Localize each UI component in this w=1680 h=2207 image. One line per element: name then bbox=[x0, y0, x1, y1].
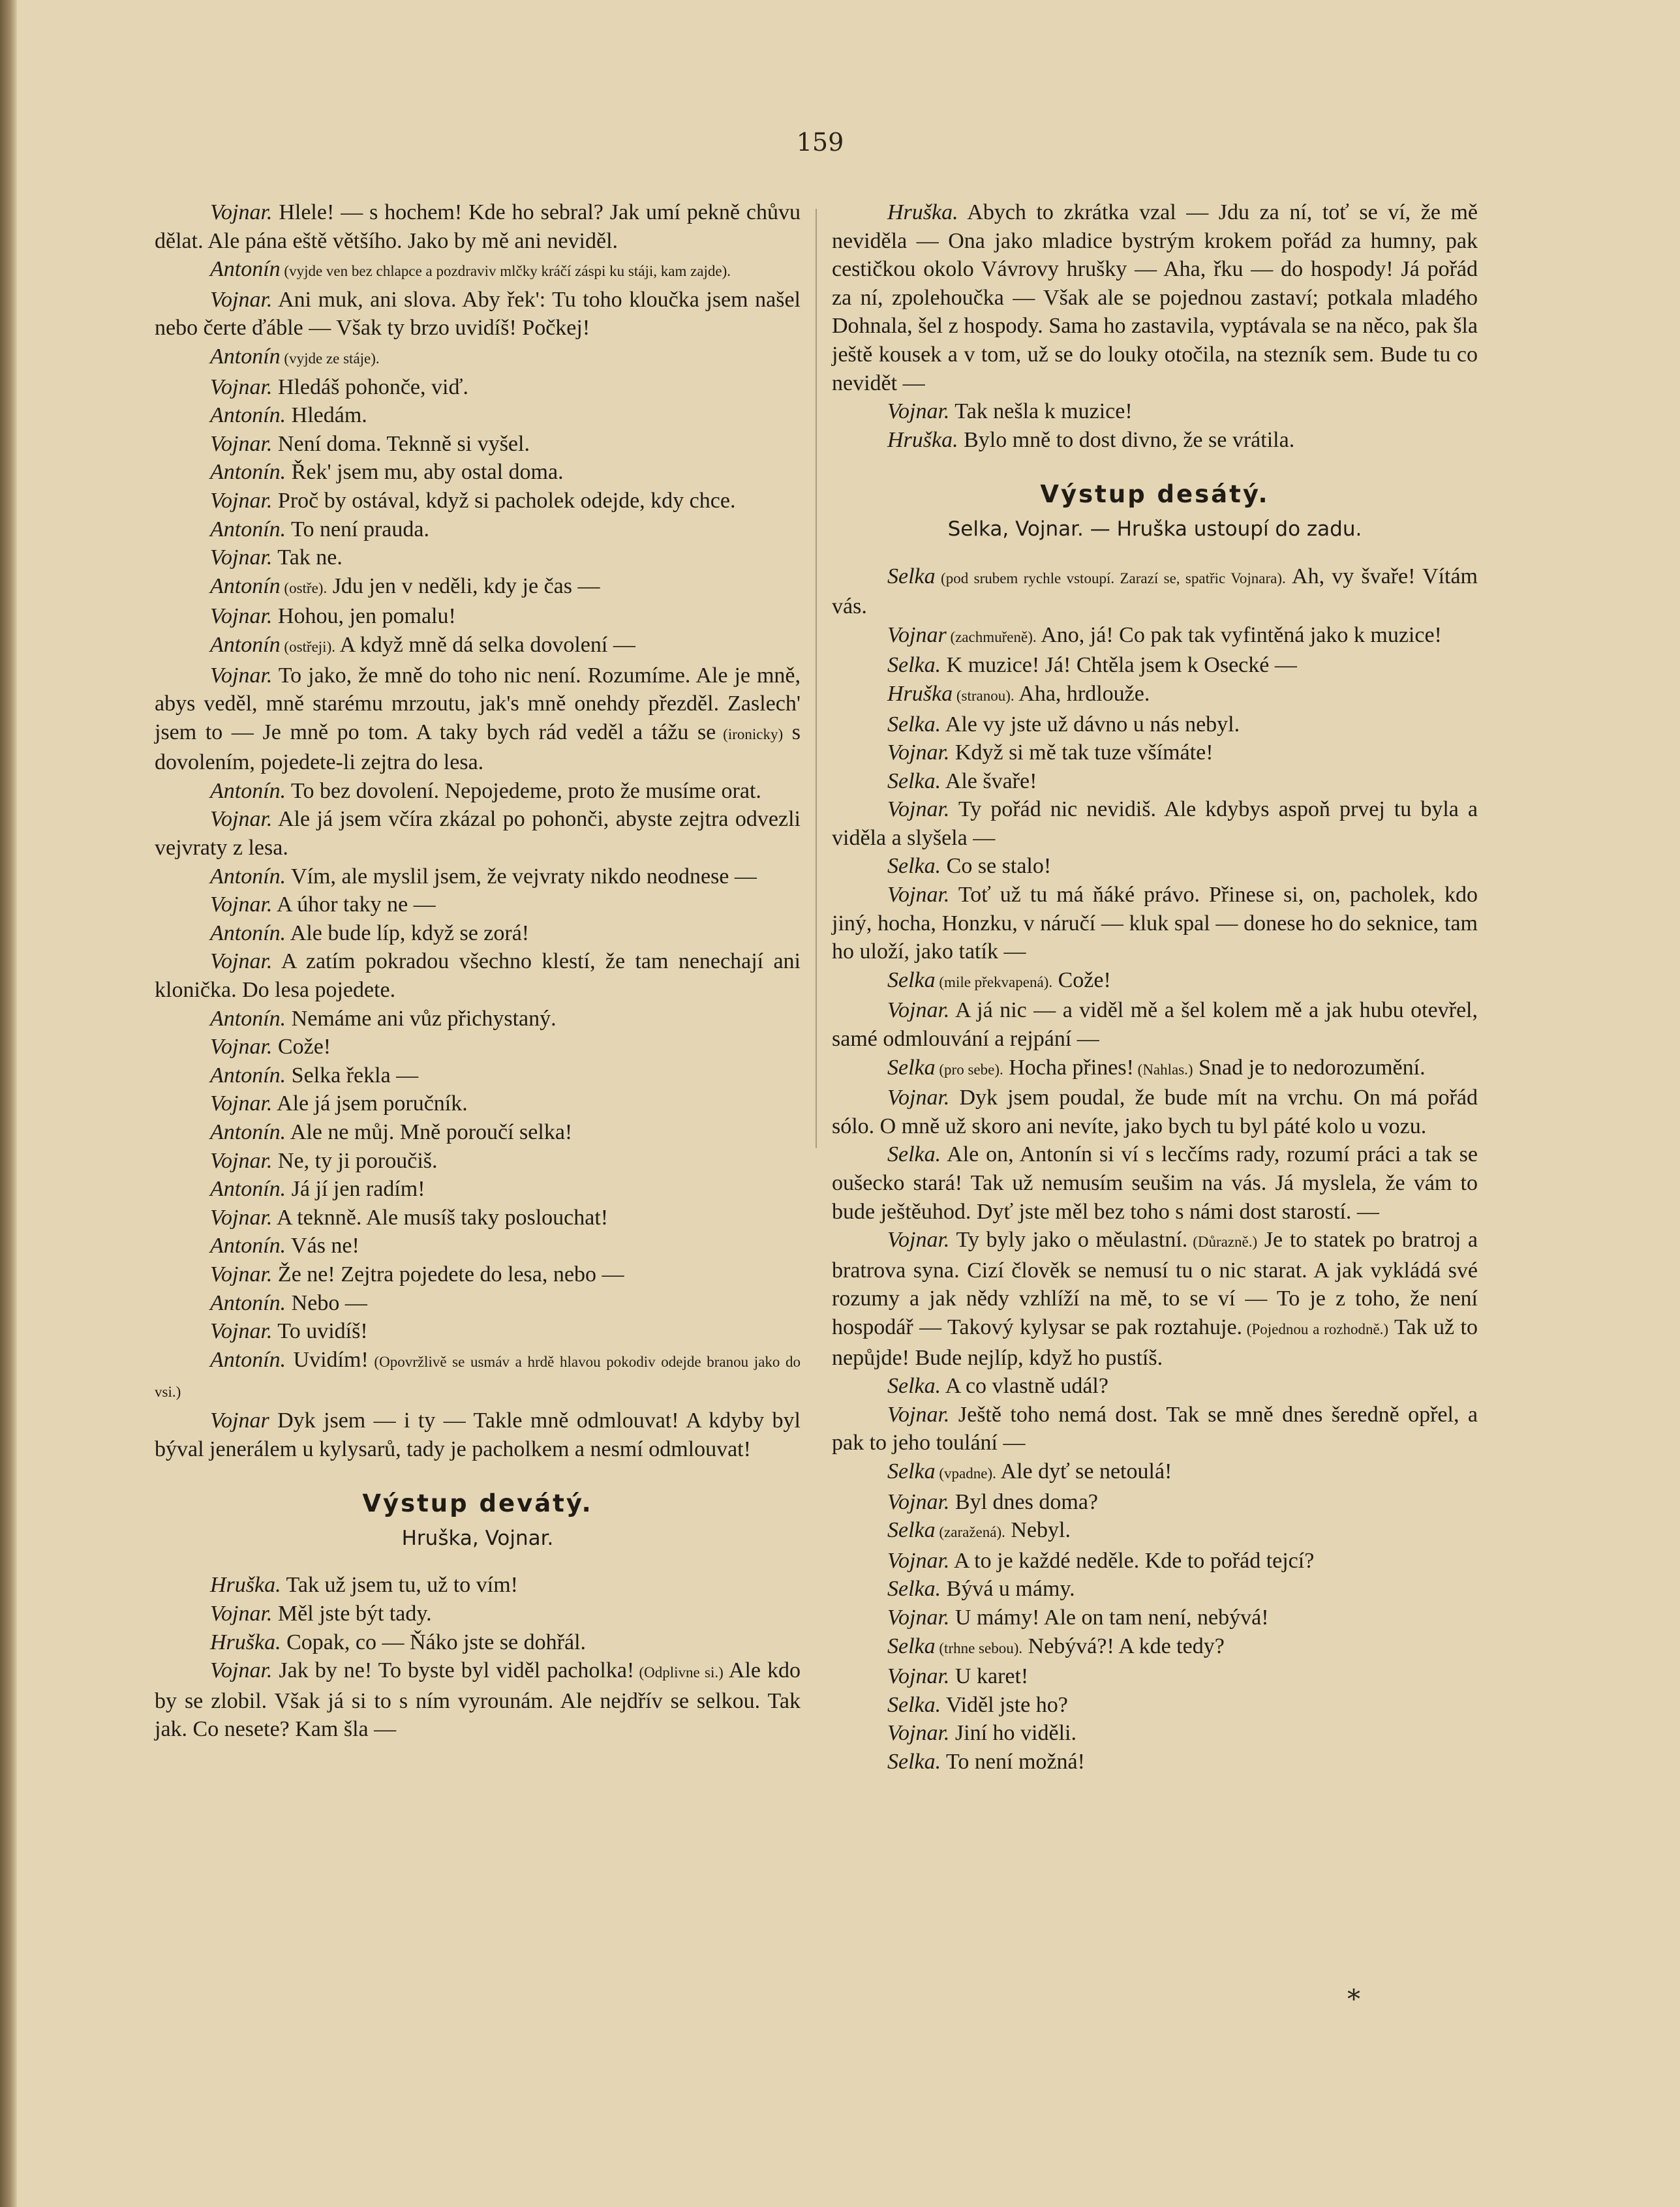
stage-direction: (zaražená). bbox=[935, 1524, 1005, 1541]
line-text: Hlele! — s hochem! Kde ho sebral? Jak umí pekně chůvu dělat. Ale pána eště většího. Jako by mě ani neviděl. bbox=[155, 200, 801, 253]
line-text: Ty pořád nic nevidiš. Ale kdybys aspoň prvej tu byla a viděla a slyšela — bbox=[832, 797, 1478, 850]
dialogue-line bbox=[832, 621, 1478, 652]
dialogue-line bbox=[155, 890, 801, 919]
line-text: Dyk jsem poudal, že bude mít na vrchu. On má pořád sólo. O mně už skoro ani nevíte, jako bych tu byl páté kolo u vozu. bbox=[832, 1086, 1478, 1138]
stage-direction: (stranou). bbox=[953, 687, 1015, 704]
speaker-name: Vojnar. bbox=[210, 1148, 273, 1173]
line-text: A když mně dá selka dovolení — bbox=[335, 632, 635, 657]
line-text: Já jí jen radím! bbox=[286, 1177, 425, 1202]
line-text: Hledám. bbox=[286, 403, 367, 428]
dialogue-line bbox=[832, 881, 1478, 966]
line-text: Ale dyť se netoulá! bbox=[996, 1459, 1172, 1484]
dialogue-line bbox=[832, 1140, 1478, 1226]
line-text: Ale švaře! bbox=[941, 769, 1037, 793]
line-text: Vás ne! bbox=[286, 1234, 359, 1258]
dialogue-line bbox=[832, 1084, 1478, 1140]
stage-direction: (ostřeji). bbox=[280, 638, 335, 655]
speaker-name: Vojnar bbox=[210, 1408, 269, 1433]
line-text: s dovolením, pojedete-li zejtra do lesa. bbox=[155, 720, 801, 775]
scene-9-cast: Hruška, Vojnar. bbox=[401, 1526, 554, 1550]
line-text: Co se stalo! bbox=[941, 854, 1052, 879]
dialogue-line bbox=[832, 1719, 1478, 1748]
stage-direction: (Pojednou a rozhodně.) bbox=[1242, 1320, 1389, 1337]
dialogue-line bbox=[832, 397, 1478, 426]
speaker-name: Selka bbox=[887, 967, 936, 992]
line-text: Viděl jste ho? bbox=[941, 1692, 1068, 1717]
speaker-name: Antonín. bbox=[210, 517, 286, 541]
line-text: To jako, že mně do toho nic není. Rozumíme. Ale je mně, abys veděl, mně starému mrzoutu, jak's mně onehdy přezděl. Zaslech' jsem to — Je mně po tom. A taky bych rád veděl a tážu se bbox=[155, 663, 801, 744]
speaker-name: Selka. bbox=[887, 769, 941, 793]
speaker-name: Vojnar. bbox=[210, 431, 273, 456]
dialogue-line bbox=[155, 515, 801, 544]
stage-direction: (Důrazně.) bbox=[1187, 1234, 1258, 1251]
dialogue-line bbox=[155, 1204, 801, 1232]
dialogue-line bbox=[155, 401, 801, 430]
speaker-name: Antonín bbox=[210, 573, 281, 598]
right-column bbox=[832, 198, 1478, 1776]
line-text: Ale já jsem poručník. bbox=[272, 1091, 468, 1116]
line-text: Nebyl. bbox=[1005, 1518, 1071, 1543]
left-column bbox=[155, 198, 801, 1744]
speaker-name: Selka bbox=[887, 1459, 936, 1484]
speaker-name: Selka. bbox=[887, 1692, 941, 1717]
dialogue-line bbox=[155, 487, 801, 515]
speaker-name: Vojnar. bbox=[887, 1605, 950, 1630]
speaker-name: Antonín. bbox=[210, 1290, 286, 1315]
speaker-name: Vojnar. bbox=[210, 1205, 273, 1230]
dialogue-line bbox=[832, 1604, 1478, 1632]
stage-direction: (trhne sebou). bbox=[935, 1639, 1023, 1656]
line-text: Bývá u mámy. bbox=[941, 1577, 1075, 1602]
dialogue-line bbox=[155, 543, 801, 572]
line-text: To není prauda. bbox=[286, 517, 429, 541]
dialogue-line bbox=[832, 1748, 1478, 1776]
dialogue-line bbox=[155, 1346, 801, 1407]
line-text: Ah, vy švaře! Vítám vás. bbox=[832, 564, 1478, 619]
speaker-name: Vojnar. bbox=[887, 1721, 950, 1746]
left-lines bbox=[155, 198, 801, 1463]
line-text: K muzice! Já! Chtěla jsem k Osecké — bbox=[941, 653, 1297, 678]
speaker-name: Antonín. bbox=[210, 1347, 286, 1372]
line-text: Tak už to nepůjde! Bude nejlíp, když ho pustíš. bbox=[832, 1315, 1478, 1370]
speaker-name: Vojnar. bbox=[887, 1548, 950, 1573]
scene-10-lines bbox=[832, 562, 1478, 1776]
column-divider bbox=[816, 209, 817, 1148]
speaker-name: Selka. bbox=[887, 1142, 941, 1167]
dialogue-line bbox=[155, 631, 801, 662]
line-text: Nemáme ani vůz přichystaný. bbox=[286, 1006, 557, 1031]
stage-direction: (Opovržlivě se usmáv a hrdě hlavou pokodiv odejde branou jako do vsi.) bbox=[155, 1353, 801, 1401]
scene-10-cast: Selka, Vojnar. — Hruška ustoupí do zadu. bbox=[947, 517, 1362, 541]
line-text: Dyk jsem — i ty — Takle mně odmlouvat! A kdyby byl býval jenerálem u kylysarů, tady je pacholkem a nesmí odmlouvat! bbox=[155, 1408, 801, 1461]
dialogue-line bbox=[155, 602, 801, 631]
line-text: Ty byly jako o měulastní. bbox=[949, 1228, 1188, 1253]
speaker-name: Vojnar. bbox=[210, 545, 273, 570]
line-text: To není možná! bbox=[941, 1749, 1085, 1774]
line-text: Jiní ho viděli. bbox=[949, 1721, 1077, 1746]
speaker-name: Vojnar. bbox=[210, 807, 273, 832]
dialogue-line bbox=[155, 1147, 801, 1176]
speaker-name: Selka. bbox=[887, 653, 941, 678]
right-lines bbox=[832, 198, 1478, 454]
speaker-name: Vojnar. bbox=[887, 998, 950, 1023]
line-text: U mámy! Ale on tam není, nebývá! bbox=[949, 1605, 1269, 1630]
speaker-name: Vojnar. bbox=[887, 399, 950, 424]
speaker-name: Vojnar. bbox=[210, 1035, 273, 1059]
dialogue-line bbox=[832, 996, 1478, 1053]
dialogue-line bbox=[155, 198, 801, 255]
line-text: Copak, co — Ňáko jste se dohřál. bbox=[281, 1630, 587, 1654]
stage-direction: (mile překvapená). bbox=[935, 973, 1053, 990]
scene-9-lines bbox=[155, 1571, 801, 1744]
line-text: Ale já jsem včíra zkázal po pohonči, abyste zejtra odvezli vejvraty z lesa. bbox=[155, 807, 801, 860]
dialogue-line bbox=[832, 1226, 1478, 1372]
dialogue-line bbox=[155, 342, 801, 373]
speaker-name: Vojnar. bbox=[210, 604, 273, 629]
dialogue-line bbox=[155, 947, 801, 1004]
speaker-name: Vojnar. bbox=[210, 1262, 273, 1286]
speaker-name: Antonín. bbox=[210, 1177, 286, 1202]
stage-direction: (vpadne). bbox=[935, 1465, 996, 1482]
speaker-name: Hruška. bbox=[887, 200, 958, 224]
line-text: Je to statek po bratroj a bratrova syna. Cizí člověk se nemusí tu o nic starat. A jak vykládá své rozumy a jak nědy vzhlíží na mě, to se ví — To je z toho, že není hospodář — Takový kylysar se pak roztahuje. bbox=[832, 1228, 1478, 1339]
line-text: Tak ne. bbox=[272, 545, 343, 570]
line-text: Když si mě tak tuze všímáte! bbox=[949, 740, 1214, 765]
speaker-name: Vojnar. bbox=[887, 1086, 950, 1110]
dialogue-line bbox=[832, 710, 1478, 739]
dialogue-line bbox=[155, 805, 801, 862]
line-text: Že ne! Zejtra pojedete do lesa, nebo — bbox=[272, 1262, 624, 1286]
line-text: Ani muk, ani slova. Aby řek': Tu toho kloučka jsem našel nebo čerte ďáble — Však ty brzo uvidíš! Počkej! bbox=[155, 287, 801, 341]
speaker-name: Hruška. bbox=[210, 1573, 281, 1598]
speaker-name: Antonín. bbox=[210, 1120, 286, 1144]
page-number: 159 bbox=[796, 128, 844, 157]
dialogue-line bbox=[155, 572, 801, 603]
dialogue-line bbox=[832, 1516, 1478, 1547]
speaker-name: Selka bbox=[887, 1055, 936, 1080]
line-text: To bez dovolení. Nepojedeme, proto že musíme orat. bbox=[286, 778, 761, 803]
dialogue-line bbox=[155, 1317, 801, 1346]
line-text: Toť už tu má ňáké právo. Přinese si, on, pacholek, kdo jiný, hocha, Honzku, v náručí — kluk spal — donese ho do seknice, tam ho uloží, jako tatík — bbox=[832, 883, 1478, 964]
speaker-name: Antonín. bbox=[210, 778, 286, 803]
speaker-name: Antonín. bbox=[210, 864, 286, 889]
dialogue-line bbox=[832, 426, 1478, 455]
line-text: Ale on, Antonín si ví s lecčíms rady, rozumí práci a tak se oušecko stará! Tak už nemusím seušim na vás. Já myslela, že vám to bude ještěuhod. Dyť jste měl bez toho s námi dost starostí. — bbox=[832, 1142, 1478, 1224]
speaker-name: Antonín. bbox=[210, 921, 286, 945]
speaker-name: Vojnar. bbox=[210, 1319, 273, 1344]
speaker-name: Selka. bbox=[887, 1749, 941, 1774]
line-text: Ne, ty ji poroučiš. bbox=[272, 1148, 438, 1173]
speaker-name: Vojnar. bbox=[887, 740, 950, 765]
speaker-name: Selka. bbox=[887, 712, 941, 737]
line-text: Ještě toho nemá dost. Tak se mně dnes šeredně opřel, a pak to jeho toulání — bbox=[832, 1402, 1478, 1455]
line-text: Tak nešla k muzice! bbox=[949, 399, 1133, 424]
dialogue-line bbox=[832, 1547, 1478, 1575]
dialogue-line bbox=[155, 286, 801, 342]
line-text: A zatím pokradou všechno klestí, že tam nenechají ani klonička. Do lesa pojedete. bbox=[155, 949, 801, 1003]
line-text: Měl jste být tady. bbox=[272, 1601, 432, 1626]
speaker-name: Vojnar. bbox=[887, 1489, 950, 1514]
line-text: Nebývá?! A kde tedy? bbox=[1022, 1634, 1225, 1658]
speaker-name: Antonín. bbox=[210, 1234, 286, 1258]
dialogue-line bbox=[155, 1175, 801, 1204]
speaker-name: Vojnar. bbox=[210, 663, 273, 688]
dialogue-line bbox=[832, 1691, 1478, 1720]
dialogue-line bbox=[155, 1407, 801, 1463]
dialogue-line bbox=[832, 767, 1478, 796]
stage-direction: (Nahlas.) bbox=[1133, 1061, 1193, 1078]
speaker-name: Vojnar. bbox=[210, 1658, 273, 1683]
line-text: Aha, hrdlouže. bbox=[1014, 681, 1150, 706]
dialogue-line bbox=[832, 680, 1478, 710]
dialogue-line bbox=[155, 1656, 801, 1744]
speaker-name: Vojnar. bbox=[210, 488, 273, 513]
speaker-name: Selka. bbox=[887, 1374, 941, 1399]
dialogue-line bbox=[832, 1054, 1478, 1084]
dialogue-line bbox=[832, 562, 1478, 621]
speaker-name: Antonín bbox=[210, 632, 281, 657]
dialogue-line bbox=[155, 862, 801, 891]
dialogue-line bbox=[832, 1401, 1478, 1457]
speaker-name: Hruška. bbox=[887, 427, 958, 452]
stage-direction: (Odplivne si.) bbox=[634, 1664, 724, 1681]
line-text: Snad je to nedorozumění. bbox=[1193, 1055, 1426, 1080]
speaker-name: Vojnar. bbox=[210, 892, 273, 917]
speaker-name: Vojnar. bbox=[210, 949, 273, 974]
line-text: Cože! bbox=[1052, 967, 1111, 992]
line-text: Byl dnes doma? bbox=[949, 1489, 1098, 1514]
speaker-name: Hruška. bbox=[210, 1630, 281, 1654]
dialogue-line bbox=[155, 1289, 801, 1318]
dialogue-line bbox=[155, 777, 801, 806]
speaker-name: Selka. bbox=[887, 854, 941, 879]
speaker-name: Selka bbox=[887, 1634, 936, 1658]
speaker-name: Vojnar. bbox=[887, 883, 950, 907]
dialogue-line bbox=[155, 1232, 801, 1260]
line-text: A to je každé neděle. Kde to pořád tejcí? bbox=[949, 1548, 1315, 1573]
line-text: Hledáš pohonče, viď. bbox=[272, 374, 468, 399]
line-text: Ale ne můj. Mně poroučí selka! bbox=[286, 1120, 573, 1144]
dialogue-line bbox=[155, 458, 801, 487]
binding-gutter bbox=[0, 0, 17, 2207]
dialogue-line bbox=[832, 1632, 1478, 1663]
dialogue-line bbox=[832, 795, 1478, 852]
speaker-name: Vojnar. bbox=[210, 1091, 273, 1116]
speaker-name: Vojnar. bbox=[887, 1228, 950, 1253]
stage-direction: (vyjde ven bez chlapce a pozdraviv mlčky kráčí záspi ku stáji, kam zajde). bbox=[280, 263, 731, 280]
line-text: Jdu jen v neděli, kdy je čas — bbox=[327, 573, 600, 598]
dialogue-line bbox=[832, 1662, 1478, 1691]
scene-10-heading: Výstup desátý. bbox=[1040, 480, 1270, 509]
line-text: Tak už jsem tu, už to vím! bbox=[281, 1573, 518, 1598]
line-text: To uvidíš! bbox=[272, 1319, 368, 1344]
dialogue-line bbox=[832, 738, 1478, 767]
speaker-name: Antonín bbox=[210, 344, 281, 369]
dialogue-line bbox=[832, 852, 1478, 881]
line-text: Ale bude líp, když se zorá! bbox=[286, 921, 530, 945]
stage-direction: (vyjde ze stáje). bbox=[280, 350, 380, 367]
line-text: Ano, já! Co pak tak vyfintěná jako k muzice! bbox=[1036, 622, 1442, 647]
dialogue-line bbox=[155, 1600, 801, 1628]
stage-direction: (pro sebe). bbox=[935, 1061, 1003, 1078]
dialogue-line bbox=[155, 1628, 801, 1657]
line-text: U karet! bbox=[949, 1664, 1029, 1689]
line-text: Hocha přines! bbox=[1003, 1055, 1134, 1080]
line-text: A úhor taky ne — bbox=[272, 892, 436, 917]
line-text: Jak by ne! To byste byl viděl pacholka! bbox=[272, 1658, 635, 1683]
line-text: Není doma. Teknně si vyšel. bbox=[272, 431, 530, 456]
dialogue-line bbox=[832, 1488, 1478, 1517]
speaker-name: Vojnar. bbox=[887, 1402, 950, 1427]
line-text: A teknně. Ale musíš taky poslouchat! bbox=[272, 1205, 609, 1230]
speaker-name: Antonín. bbox=[210, 460, 286, 485]
stage-direction: (ostře). bbox=[280, 579, 328, 596]
dialogue-line bbox=[155, 255, 801, 286]
stage-direction: (pod srubem rychle vstoupí. Zarazí se, spatřic Vojnara). bbox=[935, 570, 1286, 586]
line-text: Hohou, jen pomalu! bbox=[272, 604, 456, 629]
dialogue-line bbox=[155, 1061, 801, 1090]
line-text: Řek' jsem mu, aby ostal doma. bbox=[286, 460, 564, 485]
dialogue-line bbox=[155, 662, 801, 777]
dialogue-line bbox=[155, 373, 801, 402]
speaker-name: Antonín. bbox=[210, 1006, 286, 1031]
line-text: Selka řekla — bbox=[286, 1063, 419, 1088]
speaker-name: Selka bbox=[887, 1518, 936, 1543]
speaker-name: Vojnar. bbox=[210, 287, 273, 312]
speaker-name: Selka bbox=[887, 564, 936, 588]
speaker-name: Hruška bbox=[887, 681, 953, 706]
speaker-name: Antonín. bbox=[210, 403, 286, 428]
line-text: Nebo — bbox=[286, 1290, 367, 1315]
line-text: Uvidím! bbox=[286, 1347, 369, 1372]
line-text: A co vlastně udál? bbox=[941, 1374, 1108, 1399]
speaker-name: Vojnar. bbox=[210, 1601, 273, 1626]
line-text: Cože! bbox=[272, 1035, 331, 1059]
scene-9-heading: Výstup devátý. bbox=[362, 1489, 593, 1518]
dialogue-line bbox=[155, 430, 801, 459]
dialogue-line bbox=[832, 198, 1478, 397]
speaker-name: Vojnar. bbox=[210, 374, 273, 399]
line-text: Proč by ostával, když si pacholek odejde, kdy chce. bbox=[272, 488, 736, 513]
line-text: Ale vy jste už dávno u nás nebyl. bbox=[941, 712, 1240, 737]
dialogue-line bbox=[155, 1118, 801, 1147]
dialogue-line bbox=[832, 1457, 1478, 1488]
stage-direction: (ironicky) bbox=[716, 725, 784, 742]
line-text: A já nic — a viděl mě a šel kolem mě a jak hubu otevřel, samé odmlouvání a rejpání — bbox=[832, 998, 1478, 1052]
line-text: Bylo mně to dost divno, že se vrátila. bbox=[958, 427, 1295, 452]
dialogue-line bbox=[832, 966, 1478, 997]
dialogue-line bbox=[155, 919, 801, 948]
dialogue-line bbox=[832, 1372, 1478, 1401]
dialogue-line bbox=[832, 651, 1478, 680]
dialogue-line bbox=[155, 1089, 801, 1118]
dialogue-line bbox=[832, 1575, 1478, 1604]
stage-direction: (zachmuřeně). bbox=[946, 628, 1037, 645]
speaker-name: Vojnar bbox=[887, 622, 947, 647]
dialogue-line bbox=[155, 1260, 801, 1289]
speaker-name: Antonín bbox=[210, 257, 281, 282]
speaker-name: Vojnar. bbox=[887, 1664, 950, 1689]
line-text: Vím, ale myslil jsem, že vejvraty nikdo neodnese — bbox=[286, 864, 757, 889]
line-text: Ale kdo by se zlobil. Však já si to s ním vyrounám. Ale nejdřív se selkou. Tak jak. Co nesete? Kam šla — bbox=[155, 1658, 801, 1742]
speaker-name: Antonín. bbox=[210, 1063, 286, 1088]
footer-mark: * bbox=[1347, 1985, 1360, 2015]
speaker-name: Selka. bbox=[887, 1577, 941, 1602]
dialogue-line bbox=[155, 1571, 801, 1600]
line-text: Abych to zkrátka vzal — Jdu za ní, toť se ví, že mě neviděla — Ona jako mladice bystrým krokem pořád za humny, pak cestičkou okolo Vávrovy hrušky — Aha, řku — do hospody! Já pořád za ní, zpolehoučka — Však ale se pojednou zastaví; potkala mladého Dohnala, šel z hospody. Sama ho zastavila, vyptávala se na něco, pak šla ještě kousek a v tom, už se do louky otočila, na stezník sem. Bude tu co nevidět — bbox=[832, 200, 1478, 395]
speaker-name: Vojnar. bbox=[210, 200, 273, 224]
dialogue-line bbox=[155, 1033, 801, 1061]
dialogue-line bbox=[155, 1005, 801, 1033]
speaker-name: Vojnar. bbox=[887, 797, 950, 822]
